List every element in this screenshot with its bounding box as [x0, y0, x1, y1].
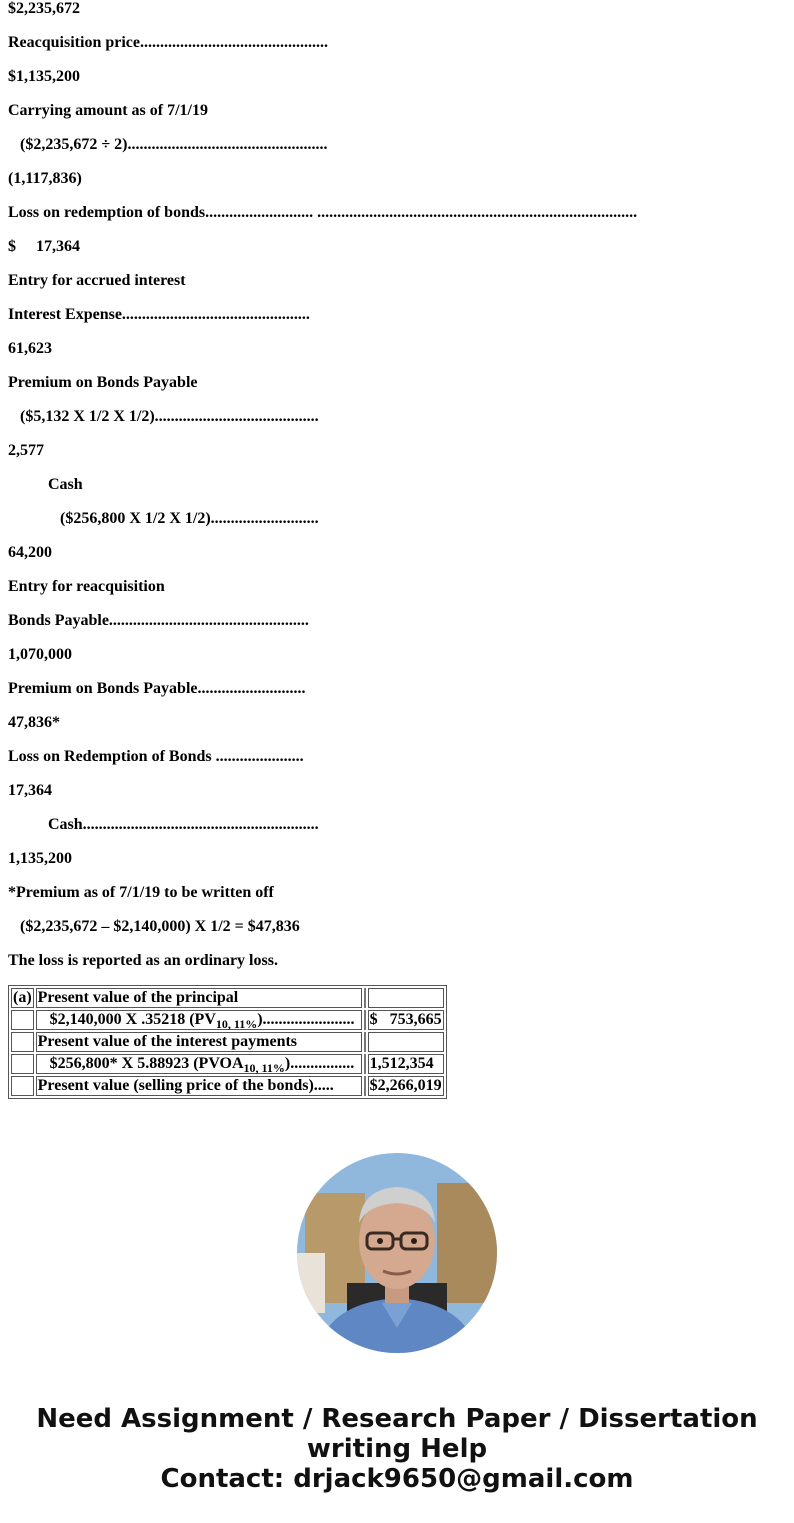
cash-label: Cash	[48, 476, 83, 493]
loss-on-redemption-label: Loss on redemption of bonds........................... ................................................................................	[8, 204, 638, 221]
table-row	[11, 988, 444, 1008]
loss-on-redemption-value: $ 17,364	[8, 238, 80, 255]
carrying-amount-calc: ($2,235,672 ÷ 2)..................................................	[20, 136, 328, 153]
interest-expense-label: Interest Expense...............................................	[8, 306, 310, 323]
banner-line-1: Need Assignment / Research Paper / Dissertation	[36, 1404, 758, 1434]
loss-redemption-entry-value: 17,364	[8, 782, 52, 799]
loss-redemption-entry-label: Loss on Redemption of Bonds ......................	[8, 748, 304, 765]
premium-value: 2,577	[8, 442, 44, 459]
reacquisition-price-label: Reacquisition price...............................................	[8, 34, 328, 51]
table-row	[11, 1054, 444, 1074]
table-row	[11, 1076, 444, 1096]
principal-calc: $2,140,000 X .35218 $(PV_{10, 11\%})$.......................	[36, 1010, 362, 1030]
present-value-table	[8, 985, 447, 1099]
interest-calc: $256,800* X 5.88923 $(PVOA_{10, 11\%})$................	[36, 1054, 362, 1074]
cash-value: 64,200	[8, 544, 52, 561]
reacquisition-entry-heading: Entry for reacquisition	[8, 578, 165, 595]
banner-line-2: writing Help	[306, 1434, 488, 1464]
accrued-interest-heading: Entry for accrued interest	[8, 272, 186, 289]
premium-bonds-label: Premium on Bonds Payable...........................	[8, 680, 306, 697]
carrying-amount-value: (1,117,836)	[8, 170, 82, 187]
premium-calc: ($5,132 X 1/2 X 1/2).........................................	[20, 408, 319, 425]
reacquisition-price-value: $1,135,200	[8, 68, 80, 85]
cash-entry-value: 1,135,200	[8, 850, 72, 867]
avatar	[297, 1153, 497, 1353]
bonds-payable-value: 1,070,000	[8, 646, 72, 663]
principal-value: $ 753,665	[369, 1011, 442, 1028]
cash-calc: ($256,800 X 1/2 X 1/2)...........................	[60, 510, 319, 527]
premium-label: Premium on Bonds Payable	[8, 374, 198, 391]
cash-entry-label: Cash...........................................................	[48, 816, 319, 833]
carrying-amount-label: Carrying amount as of 7/1/19	[8, 102, 208, 119]
contact-banner	[0, 1404, 794, 1494]
ordinary-loss-note: The loss is reported as an ordinary loss.	[8, 952, 278, 969]
premium-note-label: *Premium as of 7/1/19 to be written off	[8, 884, 274, 901]
part-label: (a)	[13, 989, 32, 1006]
bond-amount-line: $2,235,672	[8, 0, 80, 17]
premium-note-calc: ($2,235,672 – $2,140,000) X 1/2 = $47,836	[20, 918, 300, 935]
person-portrait-icon	[297, 1153, 497, 1353]
total-value: $2,266,019	[369, 1077, 442, 1094]
interest-expense-value: 61,623	[8, 340, 52, 357]
table-row	[11, 1010, 444, 1030]
total-label: Present value (selling price of the bonds).....	[36, 1076, 362, 1096]
bonds-payable-label: Bonds Payable..................................................	[8, 612, 309, 629]
interest-value: 1,512,354	[368, 1054, 444, 1074]
table-row	[11, 1032, 444, 1052]
interest-label: Present value of the interest payments	[36, 1032, 362, 1052]
principal-label: Present value of the principal	[36, 988, 362, 1008]
premium-bonds-value: 47,836*	[8, 714, 60, 731]
banner-contact-email: Contact: drjack9650@gmail.com	[160, 1464, 634, 1494]
